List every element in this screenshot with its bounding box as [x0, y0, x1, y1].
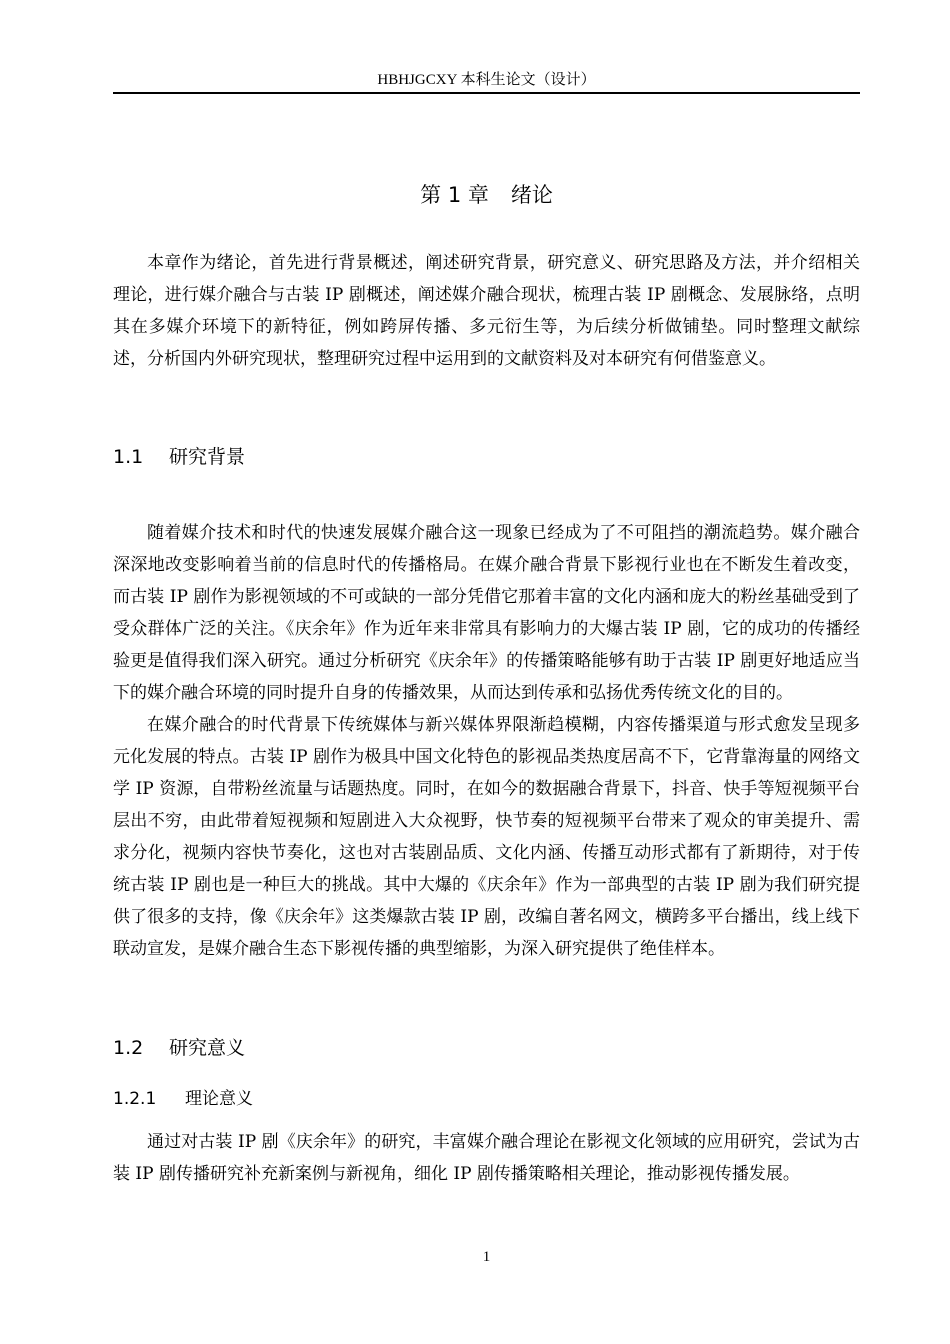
section-number: 1.2 — [113, 1037, 144, 1059]
page-number: 1 — [482, 1249, 491, 1265]
body-paragraph: 通过对古装 IP 剧《庆余年》的研究，丰富媒介融合理论在影视文化领域的应用研究，尝试为古装 IP 剧传播研究补充新案例与新视角，细化 IP 剧传播策略相关理论，推动影视传播发展。 — [113, 1132, 860, 1184]
section-number: 1.1 — [113, 446, 144, 468]
body-paragraph: 随着媒介技术和时代的快速发展媒介融合这一现象已经成为了不可阻挡的潮流趋势。媒介融合深深地改变影响着当前的信息时代的传播格局。在媒介融合背景下影视行业也在不断发生着改变，而古装 IP 剧作为影视领域的不可或缺的一部分凭借它那着丰富的文化内涵和庞大的粉丝基础受到了受众群体广泛的关注。《庆余年》作为近年来非常具有影响力的大爆古装 IP 剧，它的成功的传播经验更是值得我们深入研究。通过分析研究《庆余年》的传播策略能够有助于古装 IP 剧更好地适应当下的媒介融合环境的同时提升自身的传播效果，从而达到传承和弘扬优秀传统文化的目的。 — [113, 523, 860, 703]
section-title: 研究背景 — [169, 446, 246, 468]
subsection-title: 理论意义 — [185, 1089, 253, 1109]
section-title: 研究意义 — [169, 1037, 246, 1059]
intro-paragraph: 本章作为绪论，首先进行背景概述，阐述研究背景，研究意义、研究思路及方法，并介绍相关理论，进行媒介融合与古装 IP 剧概述，阐述媒介融合现状，梳理古装 IP 剧概念、发展脉络，点明其在多媒介环境下的新特征，例如跨屏传播、多元衍生等，为后续分析做铺垫。同时整理文献综述，分析国内外研究现状，整理研究过程中运用到的文献资料及对本研究有何借鉴意义。 — [113, 253, 860, 369]
section-heading-1-1 — [113, 443, 245, 471]
header-rule — [113, 92, 860, 94]
subsection-number: 1.2.1 — [113, 1089, 157, 1109]
page-header: HBHJGCXY 本科生论文（设计） — [377, 72, 596, 88]
section-heading-1-2 — [113, 1034, 245, 1062]
body-paragraph: 在媒介融合的时代背景下传统媒体与新兴媒体界限渐趋模糊，内容传播渠道与形式愈发呈现多元化发展的特点。古装 IP 剧作为极具中国文化特色的影视品类热度居高不下，它背靠海量的网络文学 IP 资源，自带粉丝流量与话题热度。同时，在如今的数据融合背景下，抖音、快手等短视频平台层出不穷，由此带着短视频和短剧进入大众视野，快节奏的短视频平台带来了观众的审美提升、需求分化，视频内容快节奏化，这也对古装剧品质、文化内涵、传播互动形式都有了新期待，对于传统古装 IP 剧也是一种巨大的挑战。其中大爆的《庆余年》作为一部典型的古装 IP 剧为我们研究提供了很多的支持，像《庆余年》这类爆款古装 IP 剧，改编自著名网文，横跨多平台播出，线上线下联动宣发，是媒介融合生态下影视传播的典型缩影，为深入研究提供了绝佳样本。 — [113, 715, 860, 959]
chapter-name: 绪论 — [510, 183, 553, 207]
subsection-heading-1-2-1 — [113, 1086, 253, 1112]
chapter-number: 第 1 章 — [420, 183, 489, 207]
chapter-title — [113, 180, 860, 210]
